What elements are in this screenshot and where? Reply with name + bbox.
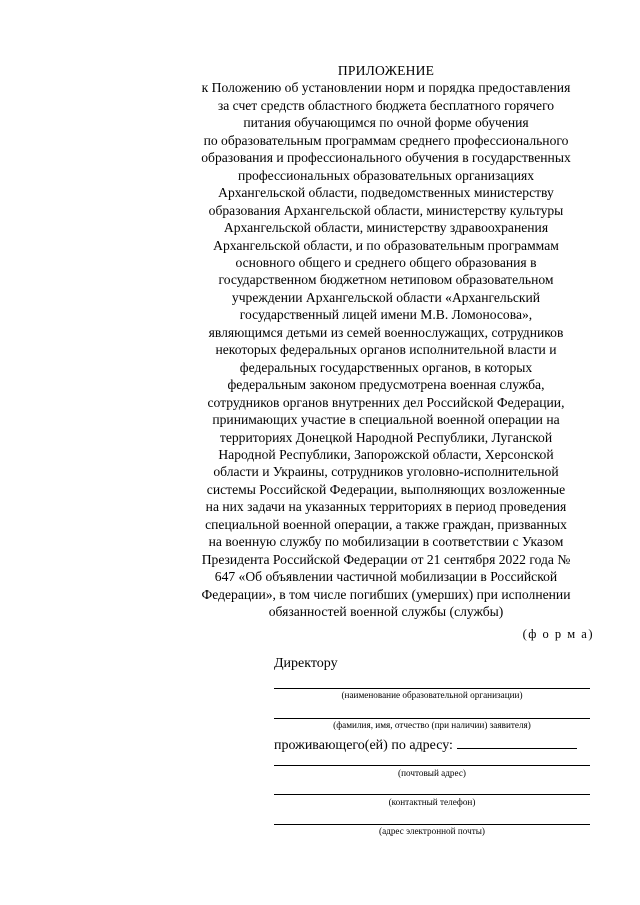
org-name-caption: (наименование образовательной организации): [341, 690, 523, 700]
appendix-line: области и Украины, сотрудников уголовно-исполнительной: [213, 464, 559, 480]
appendix-line: государственный лицей имени М.В. Ломоносова»,: [239, 307, 533, 323]
appendix-line: на военную службу по мобилизации в соответствии с Указом: [208, 534, 564, 550]
appendix-line: государственном бюджетном нетиповом образовательном: [218, 272, 554, 288]
appendix-line: на них задачи на указанных территориях в период проведения: [205, 499, 567, 515]
appendix-title: ПРИЛОЖЕНИЕ: [337, 63, 435, 78]
appendix-line: Архангельской области, подведомственных министерству: [218, 185, 554, 201]
appendix-line: являющимся детьми из семей военнослужащих, сотрудников: [208, 324, 564, 340]
appendix-line: принимающих участие в специальной военной операции на: [212, 412, 560, 428]
appendix-line: учреждении Архангельской области «Архангельский: [231, 289, 541, 305]
appendix-line: питания обучающимся по очной форме обучения: [243, 115, 529, 131]
appendix-line: за счет средств областного бюджета бесплатного горячего: [217, 97, 555, 113]
appendix-line: к Положению об установлении норм и порядка предоставления: [201, 80, 571, 96]
appendix-line: Архангельской области, министерству здравоохранения: [223, 220, 549, 236]
appendix-line: федеральных государственных органов, в которых: [239, 359, 533, 375]
appendix-line: территориях Донецкой Народной Республики, Луганской: [219, 429, 553, 445]
appendix-line: некоторых федеральных органов исполнительной власти и: [215, 342, 557, 358]
appendix-line: образования Архангельской области, министерству культуры: [208, 202, 564, 218]
appendix-line: федеральным законом предусмотрена военная служба,: [227, 377, 545, 393]
appendix-line: Народной Республики, Запорожской области, Херсонской: [218, 446, 554, 462]
appendix-header: [180, 62, 592, 621]
postal-address-caption: (почтовый адрес): [398, 768, 466, 778]
email-field-line[interactable]: [274, 824, 590, 825]
form-label: (ф о р м а): [522, 627, 594, 641]
appendix-line: Федерации», в том числе погибших (умерших) при исполнении: [201, 586, 571, 602]
appendix-line: обязанностей военной службы (службы): [268, 604, 504, 620]
org-name-field-line[interactable]: [274, 688, 590, 689]
appendix-line: Президента Российской Федерации от 21 сентября 2022 года №: [201, 551, 571, 567]
postal-address-field-line[interactable]: [274, 765, 590, 766]
address-field-line[interactable]: [457, 734, 577, 749]
director-label: Директору: [274, 656, 338, 671]
appendix-line: Архангельской области, и по образовательным программам: [213, 237, 559, 253]
phone-field-line[interactable]: [274, 794, 590, 795]
appendix-line: образования и профессионального обучения в государственных: [201, 150, 571, 166]
appendix-line: основного общего и среднего общего образования в: [235, 254, 537, 270]
appendix-line: профессиональных образовательных организациях: [237, 167, 535, 183]
email-caption: (адрес электронной почты): [379, 826, 485, 836]
appendix-line: 647 «Об объявлении частичной мобилизации в Российской: [214, 569, 558, 585]
appendix-line: сотрудников органов внутренних дел Российской Федерации,: [207, 394, 565, 410]
phone-caption: (контактный телефон): [388, 797, 476, 807]
applicant-name-caption: (фамилия, имя, отчество (при наличии) заявителя): [333, 720, 531, 730]
appendix-line: по образовательным программам среднего профессионального: [203, 132, 569, 148]
appendix-line: системы Российской Федерации, выполняющих возложенные: [206, 481, 566, 497]
applicant-name-field-line[interactable]: [274, 718, 590, 719]
residing-label: проживающего(ей) по адресу:: [274, 738, 453, 753]
address-row: [274, 734, 592, 754]
appendix-line: специальной военной операции, а также граждан, призванных: [205, 516, 567, 532]
